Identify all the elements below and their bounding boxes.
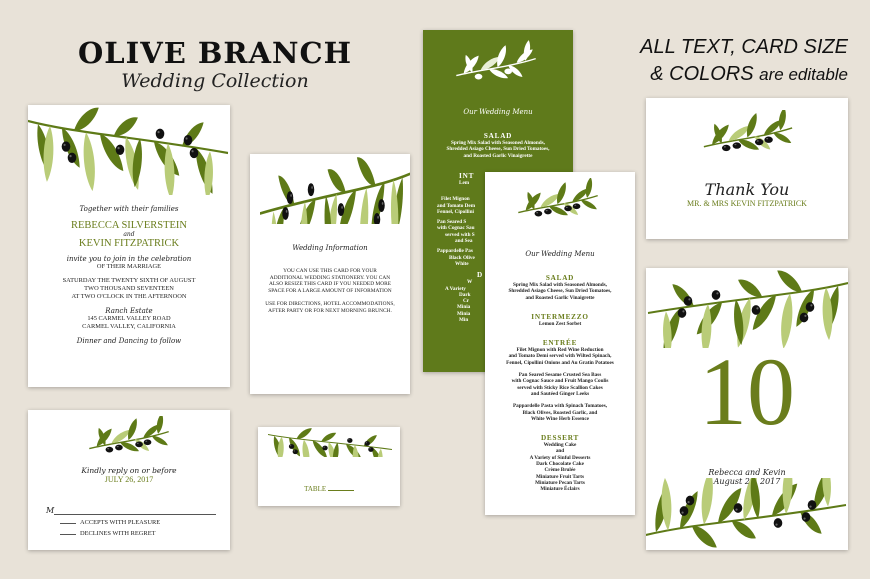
green-salad-2: Shredded Asiago Cheese, Sun Dried Tomatoes,: [446, 146, 550, 153]
green-frag: and Tomato Dem: [437, 202, 476, 209]
info-paragraph-1-line-1: YOU CAN USE THIS CARD FOR YOUR: [283, 268, 377, 274]
green-frag: Pappardelle Pas: [437, 248, 473, 255]
collection-subtitle: Wedding Collection: [121, 70, 309, 92]
info-paragraph-2-line-1: USE FOR DIRECTIONS, HOTEL ACCOMMODATIONS,: [265, 301, 395, 308]
date-line-3: AT TWO O'CLOCK IN THE AFTERNOON: [71, 293, 187, 300]
venue-name: Ranch Estate: [105, 307, 153, 315]
green-frag: Min: [459, 317, 469, 324]
promo-line-1: ALL TEXT, CARD SIZE: [640, 36, 848, 58]
dessert-head: DESSERT: [540, 434, 580, 443]
white-menu-card[interactable]: [485, 172, 635, 515]
salad-line: Shredded Asiago Cheese, Sun Dried Tomatoes,: [508, 288, 612, 295]
rsvp-form: [46, 506, 216, 538]
editable-promo: [588, 34, 848, 88]
entree-line: Filet Mignon with Red Wine Reduction: [516, 347, 604, 354]
rsvp-date: JULY 26, 2017: [104, 475, 154, 484]
and-word: and: [123, 231, 135, 238]
green-frag: served with S: [445, 231, 475, 238]
white-menu-title: Our Wedding Menu: [525, 250, 595, 258]
date-line-2: TWO THOUSAND SEVENTEEN: [84, 285, 174, 292]
dessert-line: and: [555, 448, 565, 455]
green-frag: Minia: [457, 304, 471, 311]
info-paragraph-2-line-2: AFTER PARTY OR FOR NEXT MORNING BRUNCH.: [268, 307, 392, 314]
table-names: Rebecca and Kevin: [708, 468, 786, 477]
bride-name: REBECCA SILVERSTEIN: [70, 220, 187, 231]
olive-branch-top: [646, 268, 848, 348]
dessert-line: Crème Brulée: [544, 467, 576, 474]
rsvp-name-field[interactable]: [54, 507, 216, 515]
entree-line: Pappardelle Pasta with Spinach Tomatoes,: [512, 403, 608, 410]
green-frag: A Variety: [445, 285, 466, 292]
rsvp-decline-field[interactable]: [60, 534, 76, 535]
rsvp-accept-row[interactable]: [46, 519, 216, 527]
table-date: August 26, 2017: [713, 477, 781, 486]
entree-line: Pan Seared Sesame Crusted Sea Bass: [518, 372, 602, 379]
green-frag: Black Olive: [449, 254, 475, 261]
dessert-line: Dark Chocolate Cake: [536, 461, 584, 468]
invitation-card[interactable]: [28, 105, 230, 387]
rsvp-title: Kindly reply on or before: [81, 466, 177, 475]
green-frag: Dark: [459, 291, 471, 298]
green-frag: with Cognac Sau: [437, 225, 475, 232]
olive-branch-illustration: [28, 105, 230, 195]
info-paragraph-1-line-4: SPACE FOR A LARGE AMOUNT OF INFORMATION: [268, 287, 392, 294]
rsvp-name-line: [46, 506, 216, 515]
entree-line: and Tomato Demi served with Wilted Spinach,: [508, 353, 612, 360]
olive-branch-illustration: [268, 427, 392, 457]
rsvp-decline-row[interactable]: [46, 530, 216, 538]
entree-line: Fennel, Cipollini Onions and Au Gratin Potatoes: [506, 359, 614, 366]
green-salad-1: Spring Mix Salad with Seasoned Almonds,: [451, 140, 545, 146]
green-menu-title: Our Wedding Menu: [463, 108, 533, 116]
green-frag: and Sea: [455, 238, 473, 245]
rsvp-card[interactable]: [28, 410, 230, 550]
marriage-line: OF THEIR MARRIAGE: [96, 263, 162, 270]
information-card[interactable]: [250, 154, 410, 394]
thank-you-text: [646, 180, 848, 208]
promo-line-2-small: are editable: [759, 65, 848, 84]
entree-line: served with Sticky Rice Scallion Cakes: [517, 384, 603, 391]
thank-you-names: MR. & MRS KEVIN FITZPATRICK: [687, 199, 807, 208]
info-paragraph-1-line-3: ALSO RESIZE THIS CARD IF YOU NEEDED MORE: [268, 281, 392, 288]
information-title: Wedding Information: [292, 244, 368, 252]
info-paragraph-1-line-2: ADDITIONAL WEDDING STATIONERY. YOU CAN: [269, 274, 391, 281]
green-frag: W: [467, 279, 473, 286]
green-frag: Fennel, Cipollini: [437, 208, 474, 215]
olive-branch-illustration: [84, 416, 174, 460]
invite-line: invite you to join in the celebration: [66, 255, 192, 263]
white-menu-text: [485, 250, 635, 493]
promo-line-2: [588, 61, 848, 88]
green-frag: Minia: [457, 310, 471, 317]
green-salad-head: SALAD: [483, 132, 513, 140]
rsvp-decline-label: DECLINES WITH REGRET: [80, 530, 156, 537]
groom-name: KEVIN FITZPATRICK: [78, 238, 180, 249]
address-line-2: CARMEL VALLEY, CALIFORNIA: [82, 323, 176, 330]
dessert-line: Miniature Fruit Tarts: [535, 473, 585, 480]
green-frag: D: [477, 271, 483, 280]
address-line-1: 145 CARMEL VALLEY ROAD: [87, 315, 171, 322]
olive-branch-illustration: [260, 154, 410, 224]
green-frag: White: [455, 260, 469, 267]
dessert-line: Miniature Éclairs: [540, 486, 580, 493]
salad-line: Spring Mix Salad with Seasoned Almonds,: [513, 282, 607, 288]
place-card-table-label: TABLE: [304, 485, 327, 493]
place-card-table-field[interactable]: [328, 490, 354, 491]
olive-branch-bottom: [646, 478, 848, 550]
entree-line: Black Olives, Roasted Garlic, and: [522, 409, 598, 416]
entree-line: and Sautéed Ginger Leeks: [530, 390, 590, 397]
olive-branch-illustration: [698, 110, 798, 160]
green-frag: Pan Seared S: [437, 219, 467, 226]
thank-you-card[interactable]: [646, 98, 848, 239]
dessert-line: Miniature Pecan Tarts: [535, 479, 585, 486]
table-number: 10: [699, 338, 795, 445]
intermezzo-head: INTERMEZZO: [531, 312, 589, 321]
collection-title: OLIVE BRANCH: [77, 36, 353, 70]
rsvp-accept-field[interactable]: [60, 523, 76, 524]
collection-header: [60, 36, 370, 92]
entree-line: White Wine Herb Essence: [531, 415, 589, 422]
table-number-card[interactable]: [646, 268, 848, 550]
salad-line: and Roasted Garlic Vinaigrette: [525, 294, 595, 301]
green-frag: Lem: [459, 180, 470, 186]
salad-head: SALAD: [545, 274, 575, 282]
entree-head: ENTRÉE: [542, 339, 578, 348]
rsvp-accept-label: ACCEPTS WITH PLEASURE: [80, 519, 161, 526]
closing-line: Dinner and Dancing to follow: [76, 337, 182, 345]
place-card-table-row: [258, 485, 400, 493]
green-menu-text: [423, 108, 573, 159]
invitation-intro: Together with their families: [79, 205, 179, 213]
green-frag: Cr: [463, 298, 470, 305]
dessert-line: A Variety of Sinful Desserts: [529, 454, 591, 461]
date-line-1: SATURDAY THE TWENTY SIXTH OF AUGUST: [62, 277, 196, 284]
dessert-line: Wedding Cake: [543, 442, 577, 449]
promo-line-2-caps: & COLORS: [650, 63, 754, 85]
olive-branch-illustration: [513, 178, 603, 226]
invitation-text: [28, 205, 230, 345]
rsvp-m-label: M: [46, 506, 55, 515]
green-frag: Filet Mignon: [441, 196, 470, 203]
information-text: [250, 244, 410, 315]
thank-you-title: Thank You: [704, 180, 790, 199]
entree-line: with Cognac Sauce and Fruit Mango Coulis: [511, 378, 609, 385]
intermezzo-line: Lemon Zest Sorbet: [538, 320, 582, 327]
rsvp-text: [28, 466, 230, 484]
place-card[interactable]: [258, 427, 400, 506]
olive-branch-illustration: [451, 40, 541, 90]
green-salad-3: and Roasted Garlic Vinaigrette: [463, 152, 533, 159]
green-frag: INT: [459, 172, 475, 180]
